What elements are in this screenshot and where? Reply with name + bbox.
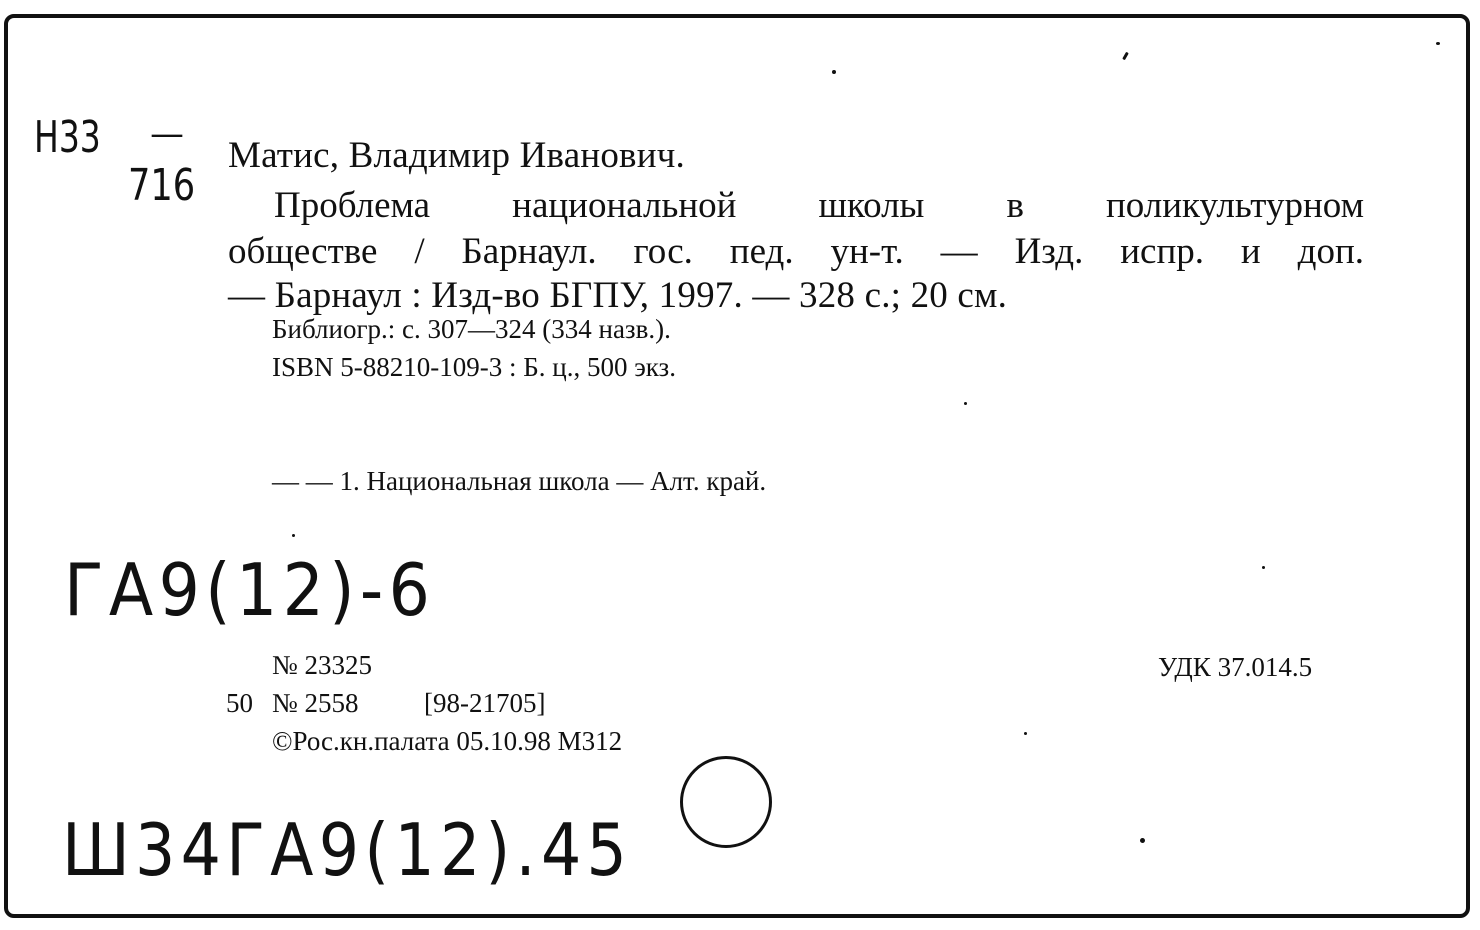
author-heading: Матис, Владимир Иванович. [228,135,685,176]
scan-speck [292,534,295,537]
scan-speck [1262,566,1265,569]
registration-prefix: 50 [226,688,253,718]
handwritten-shelf-mark-dash: — [150,114,184,154]
handwritten-shelf-mark-top: Н33 [34,112,101,163]
title-line-3: — Барнаул : Изд-во БГПУ, 1997. — 328 с.; 20 см. [228,275,1008,316]
title-line-2: обществе / Барнаул. гос. пед. ун-т. — Изд. испр. и доп. [228,231,1364,272]
udk-code: УДК 37.014.5 [1158,652,1313,682]
handwritten-classification-2: Ш34ГА9(12).45 [62,808,633,892]
scan-speck [832,70,836,74]
scan-speck [1024,732,1027,735]
bibliography-note: Библиогр.: с. 307—324 (334 назв.). [272,314,671,344]
registration-number-2: № 2558 [272,688,359,718]
handwritten-shelf-mark-bottom: 716 [128,160,196,211]
scan-speck [1436,42,1440,45]
registration-number-1: № 23325 [272,650,373,680]
scan-speck [964,402,967,405]
scan-speck [1140,838,1145,843]
title-line-1: Проблема национальной школы в поликультурном [274,185,1364,226]
isbn-line: ISBN 5-88210-109-3 : Б. ц., 500 экз. [272,352,676,382]
copyright-line: ©Рос.кн.палата 05.10.98 М312 [272,726,623,756]
registration-bracket-number: [98-21705] [424,688,546,718]
handwritten-circle [680,756,772,848]
subject-heading: — — 1. Национальная школа — Алт. край. [272,466,767,496]
handwritten-classification-1: ГА9(12)-6 [64,548,436,632]
